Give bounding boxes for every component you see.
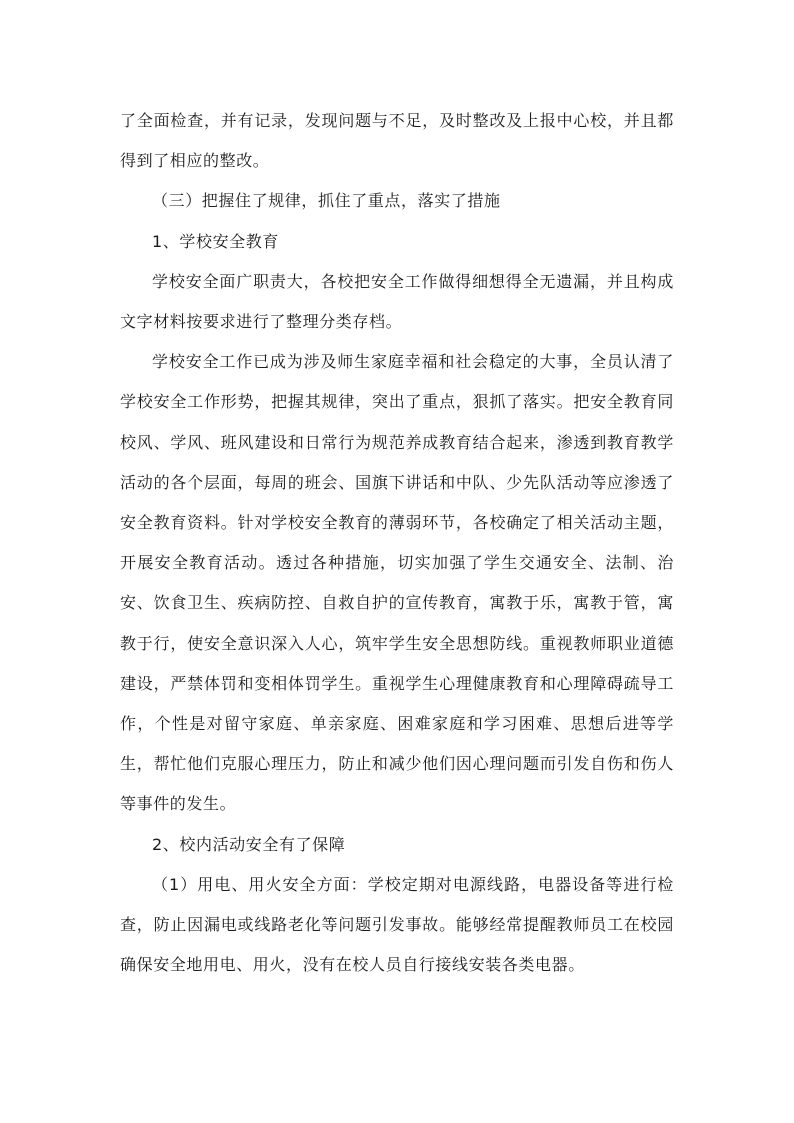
paragraph-safety-work: 学校安全工作已成为涉及师生家庭幸福和社会稳定的大事，全员认清了学校安全工作形势，把握其规律，突出了重点，狠抓了落实。把安全教育同校风、学风、班风建设和日常行为规范养成教育结合起来，渗透到教育教学活动的各个层面，每周的班会、国旗下讲话和中队、少先队活动等应渗透了安全教育资料。针对学校安全教育的薄弱环节，各校确定了相关活动主题，开展安全教育活动。透过各种措施，切实加强了学生交通安全、法制、治安、饮食卫生、疾病防控、自救自护的宣传教育，寓教于乐，寓教于管，寓教于行，使安全意识深入人心，筑牢学生安全思想防线。重视教师职业道德建设，严禁体罚和变相体罚学生。重视学生心理健康教育和心理障碍疏导工作，个性是对留守家庭、单亲家庭、困难家庭和学习困难、思想后进等学生，帮忙他们克服心理压力，防止和减少他们因心理问题而引发自伤和伤人等事件的发生。 <box>120 352 674 814</box>
subheading-school-safety-education: 1、学校安全教育 <box>152 231 279 251</box>
paragraph-electricity-fire-safety: （1）用电、用火安全方面：学校定期对电源线路，电器设备等进行检查，防止因漏电或线路老化等问题引发事故。能够经常提醒教师员工在校园确保安全地用电、用火，没有在校人员自行接线安装各类电器。 <box>120 874 674 975</box>
paragraph-continuation: 了全面检查，并有记录，发现问题与不足，及时整改及上报中心校，并且都得到了相应的整改。 <box>120 111 674 171</box>
section-heading-three: （三）把握住了规律，抓住了重点，落实了措施 <box>152 191 501 211</box>
subheading-campus-activity-safety: 2、校内活动安全有了保障 <box>152 834 346 854</box>
paragraph-safety-archiving: 学校安全面广职责大，各校把安全工作做得细想得全无遗漏，并且构成文字材料按要求进行了整理分类存档。 <box>120 271 674 332</box>
document-page <box>120 101 674 985</box>
